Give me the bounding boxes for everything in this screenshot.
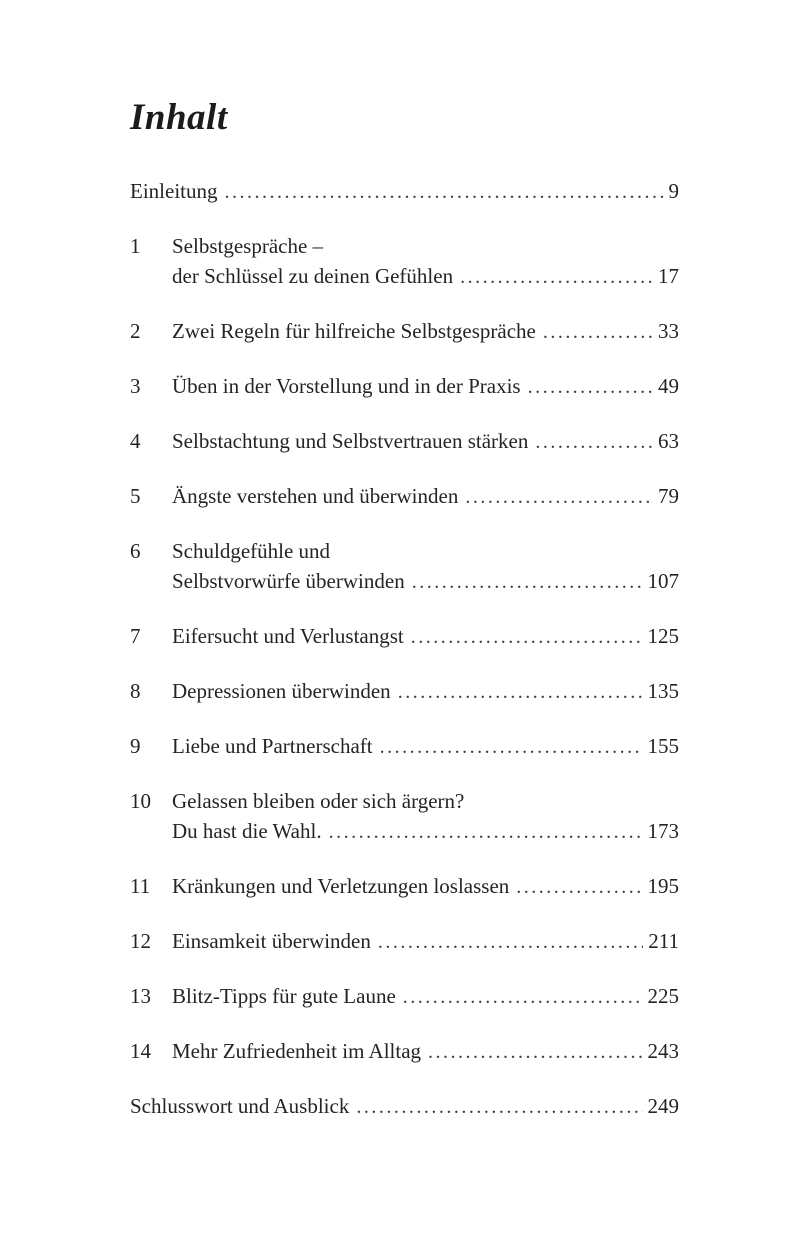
toc-entry-title-text: Kränkungen und Verletzungen loslassen xyxy=(172,874,510,898)
toc-entry-title-text: Üben in der Vorstellung und in der Praxis xyxy=(172,374,521,398)
toc-entry-number: 7 xyxy=(130,624,141,648)
toc-entry-number: 8 xyxy=(130,679,141,703)
toc-entry-number: 1 xyxy=(130,234,141,258)
dot-leader xyxy=(225,176,664,207)
toc-entry-number: 12 xyxy=(130,929,151,953)
toc-entry-page-number: 49 xyxy=(658,374,679,398)
toc-entry-page-number: 249 xyxy=(647,1094,679,1118)
toc-entry-title-line xyxy=(130,1091,679,1122)
toc-entry-title-line xyxy=(172,566,679,597)
toc-entry xyxy=(130,536,679,597)
toc-entry-title-text: Depressionen überwinden xyxy=(172,679,391,703)
toc-entry-page-number: 225 xyxy=(647,984,679,1008)
toc-entry-title-line: Schuldgefühle und xyxy=(172,539,331,563)
toc-entry-title-line xyxy=(172,981,679,1012)
toc-entry-body xyxy=(172,481,679,512)
toc-entry-title-text: der Schlüssel zu deinen Gefühlen xyxy=(172,264,454,288)
toc-entry-number: 5 xyxy=(130,484,141,508)
toc-entry-title-line xyxy=(172,871,679,902)
toc-entry-number: 10 xyxy=(130,789,151,813)
toc-entry-page-number: 9 xyxy=(668,179,679,203)
toc-entry-title-text: Einsamkeit überwinden xyxy=(172,929,371,953)
dot-leader xyxy=(528,371,653,402)
dot-leader xyxy=(380,731,643,762)
dot-leader xyxy=(465,481,653,512)
toc-entry-title-text: Du hast die Wahl. xyxy=(172,819,322,843)
toc-entry-number: 3 xyxy=(130,374,141,398)
toc-entry-body xyxy=(172,1036,679,1067)
toc-entry-title-line xyxy=(172,621,679,652)
toc-entry-page-number: 33 xyxy=(658,319,679,343)
toc-entry-title-line xyxy=(172,426,679,457)
toc-entry-page-number: 155 xyxy=(647,734,679,758)
toc-entry-title-text: Selbstvorwürfe überwinden xyxy=(172,569,405,593)
toc-entry-number: 11 xyxy=(130,874,151,898)
toc-entry-title-line xyxy=(172,731,679,762)
toc-entry-page-number: 125 xyxy=(647,624,679,648)
dot-leader xyxy=(412,566,643,597)
toc-entry-number: 2 xyxy=(130,319,141,343)
dot-leader xyxy=(516,871,642,902)
toc-entry-page-number: 107 xyxy=(647,569,679,593)
dot-leader xyxy=(398,676,643,707)
toc-entry-page-number: 173 xyxy=(647,819,679,843)
toc-entry-title-line xyxy=(172,371,679,402)
toc-entry-body xyxy=(172,926,679,957)
dot-leader xyxy=(535,426,653,457)
toc-entry-title-text: Liebe und Partnerschaft xyxy=(172,734,373,758)
toc-entry xyxy=(130,371,679,402)
toc-entry-body xyxy=(130,176,679,207)
dot-leader xyxy=(460,261,653,292)
toc-entry-title-line xyxy=(172,261,679,292)
toc-entry-page-number: 135 xyxy=(647,679,679,703)
toc-entry-page-number: 63 xyxy=(658,429,679,453)
toc-entry-title-line xyxy=(172,926,679,957)
toc-entry-title-line: Selbstgespräche – xyxy=(172,234,324,258)
dot-leader xyxy=(329,816,643,847)
toc-entry xyxy=(130,316,679,347)
toc-entry xyxy=(130,731,679,762)
toc-entry xyxy=(130,926,679,957)
toc-entry xyxy=(130,981,679,1012)
toc-entry-page-number: 195 xyxy=(647,874,679,898)
toc-entry-page-number: 17 xyxy=(658,264,679,288)
toc-entry-title-text: Schlusswort und Ausblick xyxy=(130,1094,350,1118)
toc-entry-body xyxy=(172,731,679,762)
toc-entry xyxy=(130,176,679,207)
toc-entry-body xyxy=(172,536,679,597)
toc-entry-body xyxy=(172,371,679,402)
toc-entry xyxy=(130,481,679,512)
toc-entry xyxy=(130,786,679,847)
toc-entry-title-text: Ängste verstehen und überwinden xyxy=(172,484,459,508)
toc-entry-page-number: 79 xyxy=(658,484,679,508)
toc-entry-body xyxy=(172,316,679,347)
toc-entry xyxy=(130,1091,679,1122)
toc-entry-title-text: Zwei Regeln für hilfreiche Selbstgespräche xyxy=(172,319,536,343)
toc-entry-body xyxy=(172,621,679,652)
toc-entry-body xyxy=(172,981,679,1012)
toc-entry-title-text: Selbstachtung und Selbstvertrauen stärken xyxy=(172,429,529,453)
toc-entry-page-number: 243 xyxy=(647,1039,679,1063)
dot-leader xyxy=(356,1091,642,1122)
toc-entry-title-line xyxy=(172,676,679,707)
toc-entry xyxy=(130,426,679,457)
toc-entry-title-line xyxy=(172,1036,679,1067)
toc-entry-title-line xyxy=(172,481,679,512)
toc-entry-body xyxy=(172,426,679,457)
toc-entry-title-text: Eifersucht und Verlustangst xyxy=(172,624,404,648)
toc-entry-title-text: Mehr Zufriedenheit im Alltag xyxy=(172,1039,422,1063)
dot-leader xyxy=(411,621,643,652)
toc-entry-body xyxy=(172,676,679,707)
toc-entry-body xyxy=(172,786,679,847)
toc-entry-number: 6 xyxy=(130,539,141,563)
toc-entry-title-line xyxy=(172,816,679,847)
toc-entry-body xyxy=(172,231,679,292)
toc-entry xyxy=(130,621,679,652)
dot-leader xyxy=(543,316,653,347)
toc-entry-number: 4 xyxy=(130,429,141,453)
toc-entry-title-line xyxy=(172,316,679,347)
dot-leader xyxy=(378,926,643,957)
toc-entry-body xyxy=(172,871,679,902)
toc-entry-title-line xyxy=(130,176,679,207)
table-of-contents xyxy=(130,176,679,1122)
toc-entry-title-text: Blitz-Tipps für gute Laune xyxy=(172,984,396,1008)
toc-entry-title-text: Einleitung xyxy=(130,179,218,203)
dot-leader xyxy=(428,1036,642,1067)
toc-entry xyxy=(130,231,679,292)
toc-entry-number: 9 xyxy=(130,734,141,758)
page-title: Inhalt xyxy=(130,97,228,138)
toc-entry-number: 14 xyxy=(130,1039,151,1063)
toc-entry xyxy=(130,871,679,902)
toc-entry-number: 13 xyxy=(130,984,151,1008)
toc-entry xyxy=(130,676,679,707)
toc-entry-body xyxy=(130,1091,679,1122)
toc-entry-title-line: Gelassen bleiben oder sich ärgern? xyxy=(172,789,465,813)
toc-entry-page-number: 211 xyxy=(648,929,679,953)
dot-leader xyxy=(403,981,643,1012)
toc-entry xyxy=(130,1036,679,1067)
